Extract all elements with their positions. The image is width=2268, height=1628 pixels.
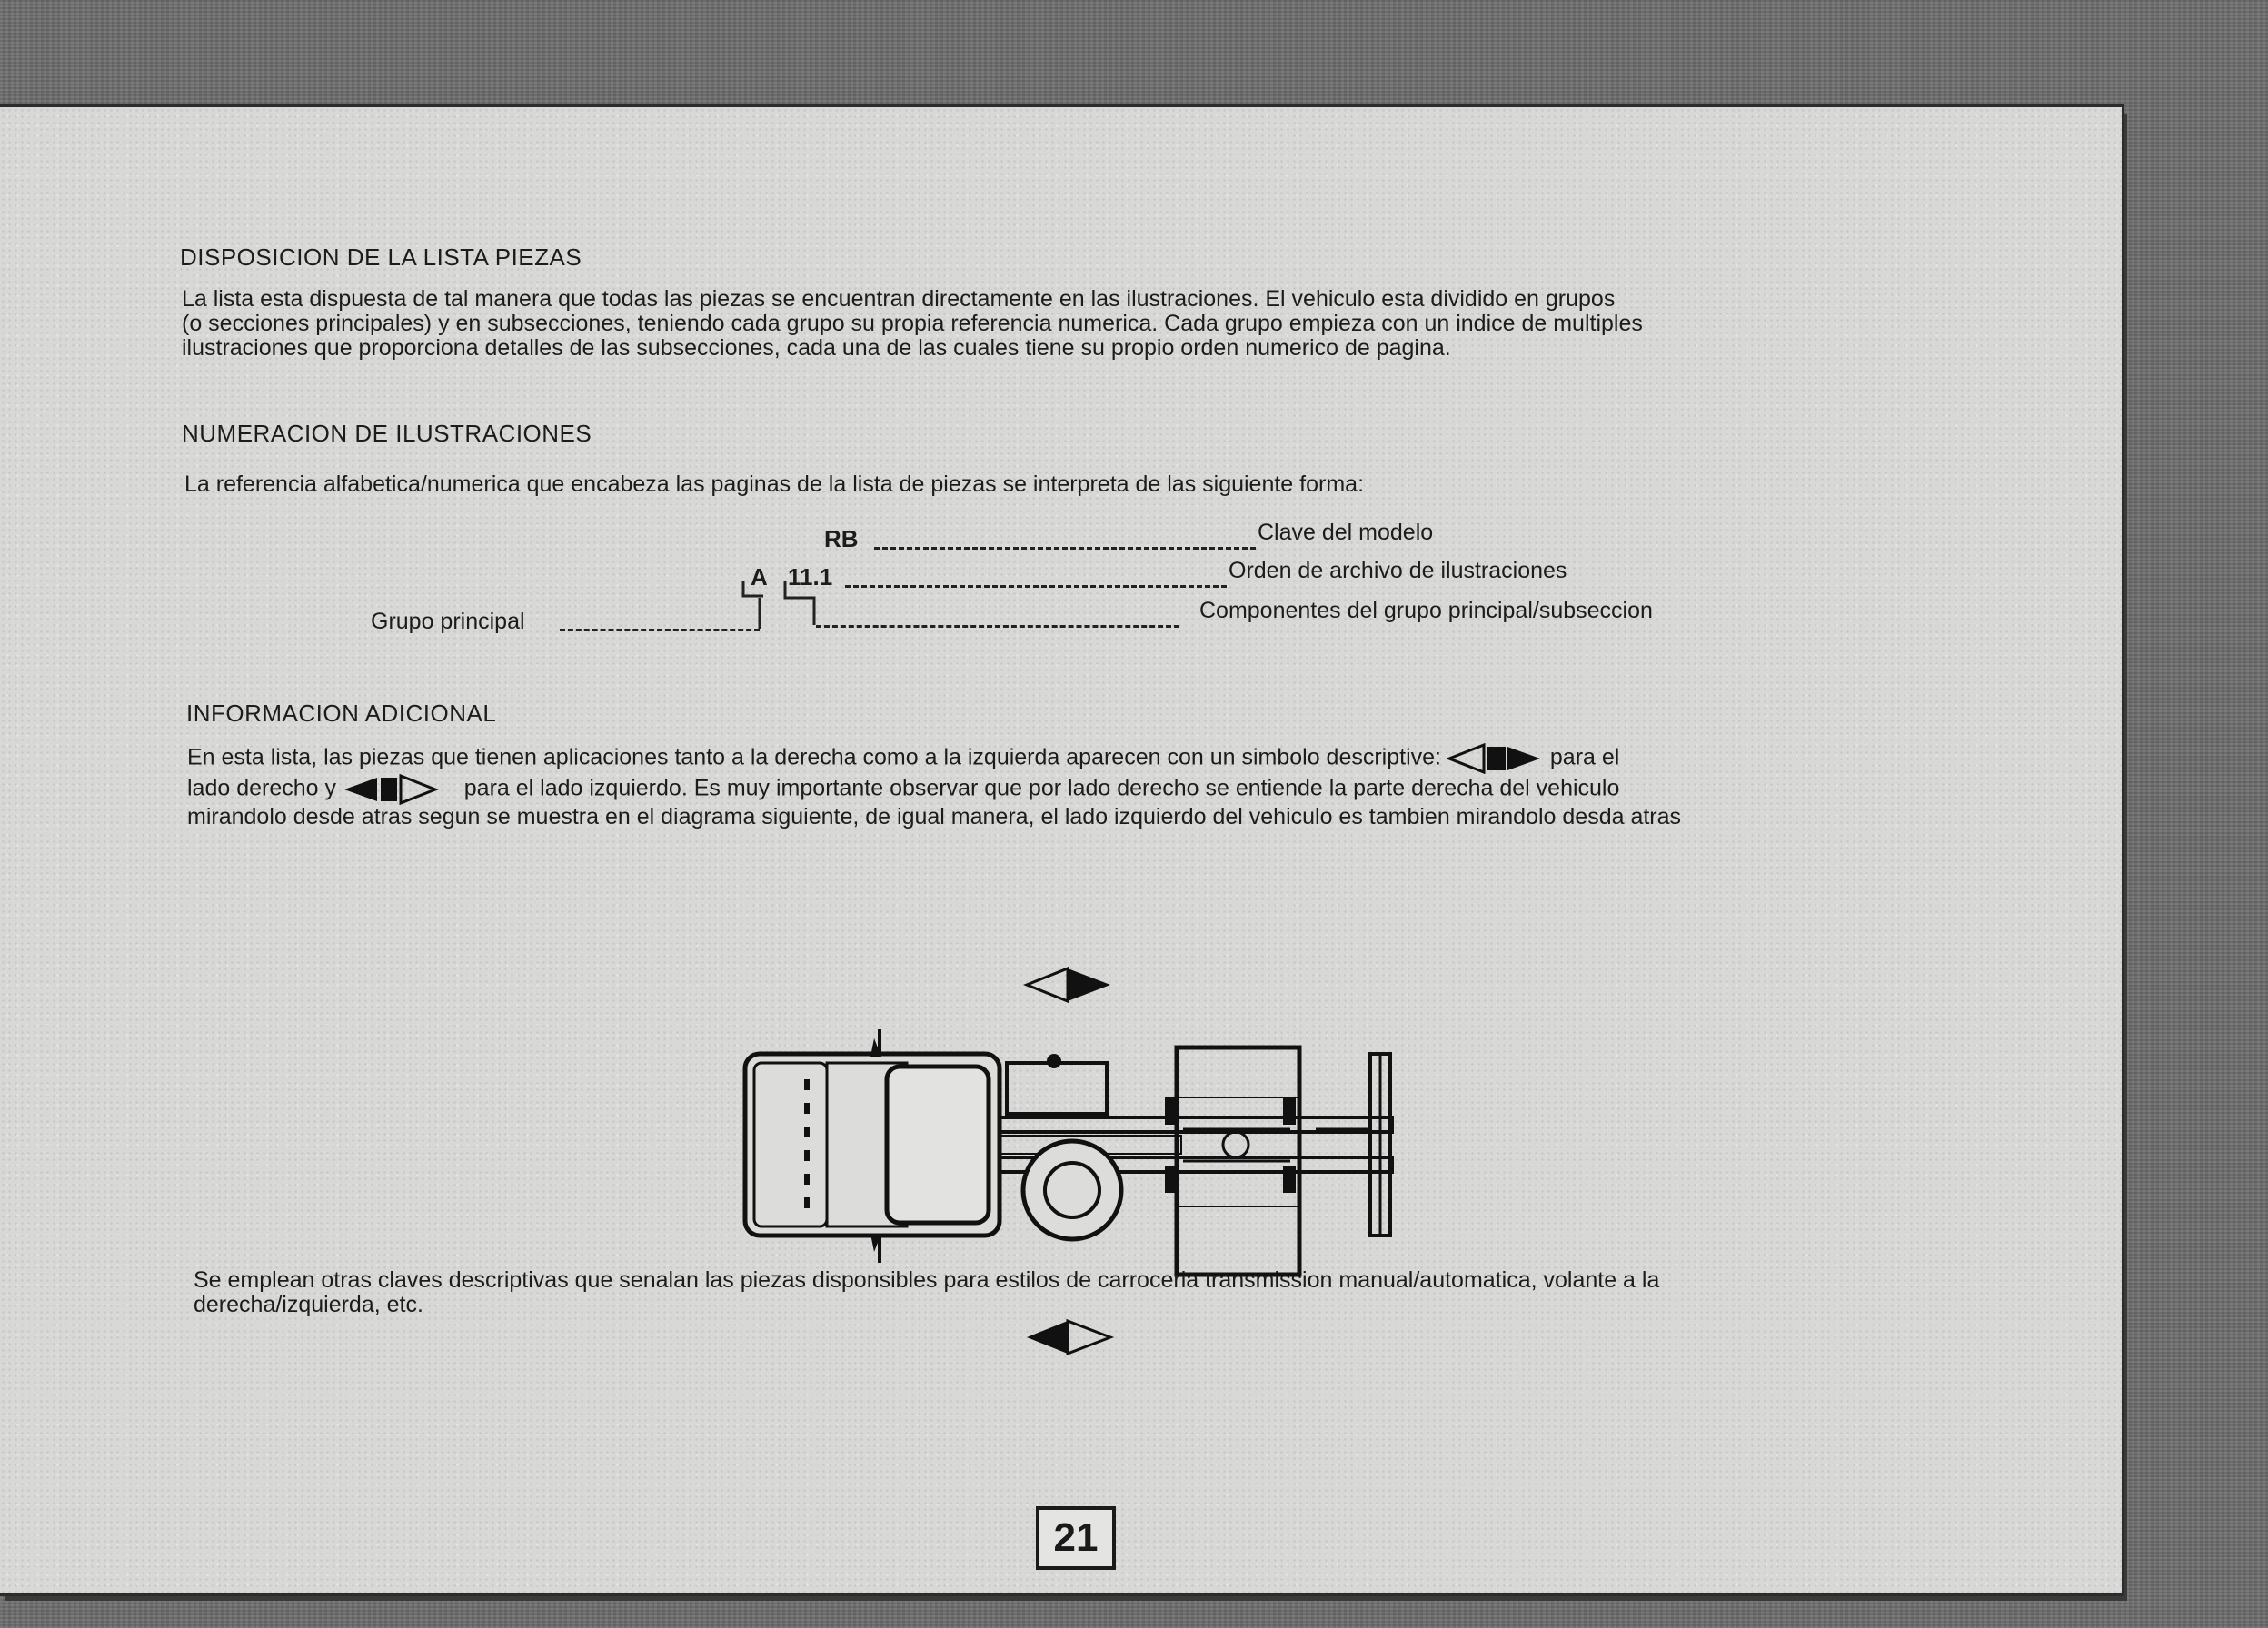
number-code: 11.1 — [788, 563, 833, 591]
paragraph-informacion — [187, 743, 1681, 829]
right-side-symbol-icon — [1447, 743, 1544, 774]
bracket-connectors — [0, 107, 2122, 743]
text-line — [187, 774, 1681, 805]
group-code: A — [751, 563, 768, 591]
heading-numeracion: NUMERACION DE ILUSTRACIONES — [182, 420, 592, 447]
text-line: Se emplean otras claves descriptivas que senalan las piezas disponsibles para estilos de carroceria transmission manual/automatica, volante a la — [194, 1267, 1660, 1293]
heading-disposicion: DISPOSICION DE LA LISTA PIEZAS — [180, 243, 582, 271]
bottom-direction-symbol-icon — [1027, 1321, 1110, 1354]
label-model-key: Clave del modelo — [1258, 520, 1434, 545]
text-line: derecha/izquierda, etc. — [194, 1292, 423, 1317]
text-line: mirandolo desde atras segun se muestra en el diagrama siguiente, de igual manera, el lado izquierdo del vehiculo es tambien mirandolo desda atras — [187, 804, 1682, 829]
top-direction-symbol-icon — [1027, 968, 1110, 1001]
paragraph-footer — [194, 1268, 1659, 1317]
text-line: (o secciones principales) y en subsecciones, teniendo cada grupo su propia referencia numerica. Cada grupo empieza con un indice de multiples — [182, 311, 1643, 336]
truck-chassis-diagram — [0, 852, 2122, 1488]
text-line — [187, 743, 1681, 774]
left-side-symbol-icon — [343, 774, 439, 805]
model-code: RB — [824, 525, 859, 552]
page-number: 21 — [1036, 1506, 1116, 1570]
text-fragment: para el lado izquierdo. Es muy importante observar que por lado derecho se entiende la parte derecha del vehiculo — [463, 775, 1620, 801]
label-archive-order: Orden de archivo de ilustraciones — [1228, 558, 1567, 583]
text-fragment: para el — [1549, 744, 1620, 770]
heading-informacion: INFORMACION ADICIONAL — [186, 700, 497, 727]
text-fragment: lado derecho y — [187, 775, 337, 801]
label-components: Componentes del grupo principal/subseccion — [1199, 598, 1653, 623]
manual-page — [0, 107, 2122, 1593]
text-line: La referencia alfabetica/numerica que encabeza las paginas de la lista de piezas se interpreta de las siguiente forma: — [184, 472, 1365, 497]
label-main-group: Grupo principal — [371, 609, 525, 634]
text-line: La lista esta dispuesta de tal manera que todas las piezas se encuentran directamente en las ilustraciones. El vehiculo esta dividido en grupos — [182, 286, 1616, 312]
text-fragment: En esta lista, las piezas que tienen aplicaciones tanto a la derecha como a la izquierda aparecen con un simbolo descriptive: — [187, 744, 1441, 770]
text-line: ilustraciones que proporciona detalles de las subsecciones, cada una de las cuales tiene su propio orden numerico de pagina. — [182, 335, 1451, 361]
